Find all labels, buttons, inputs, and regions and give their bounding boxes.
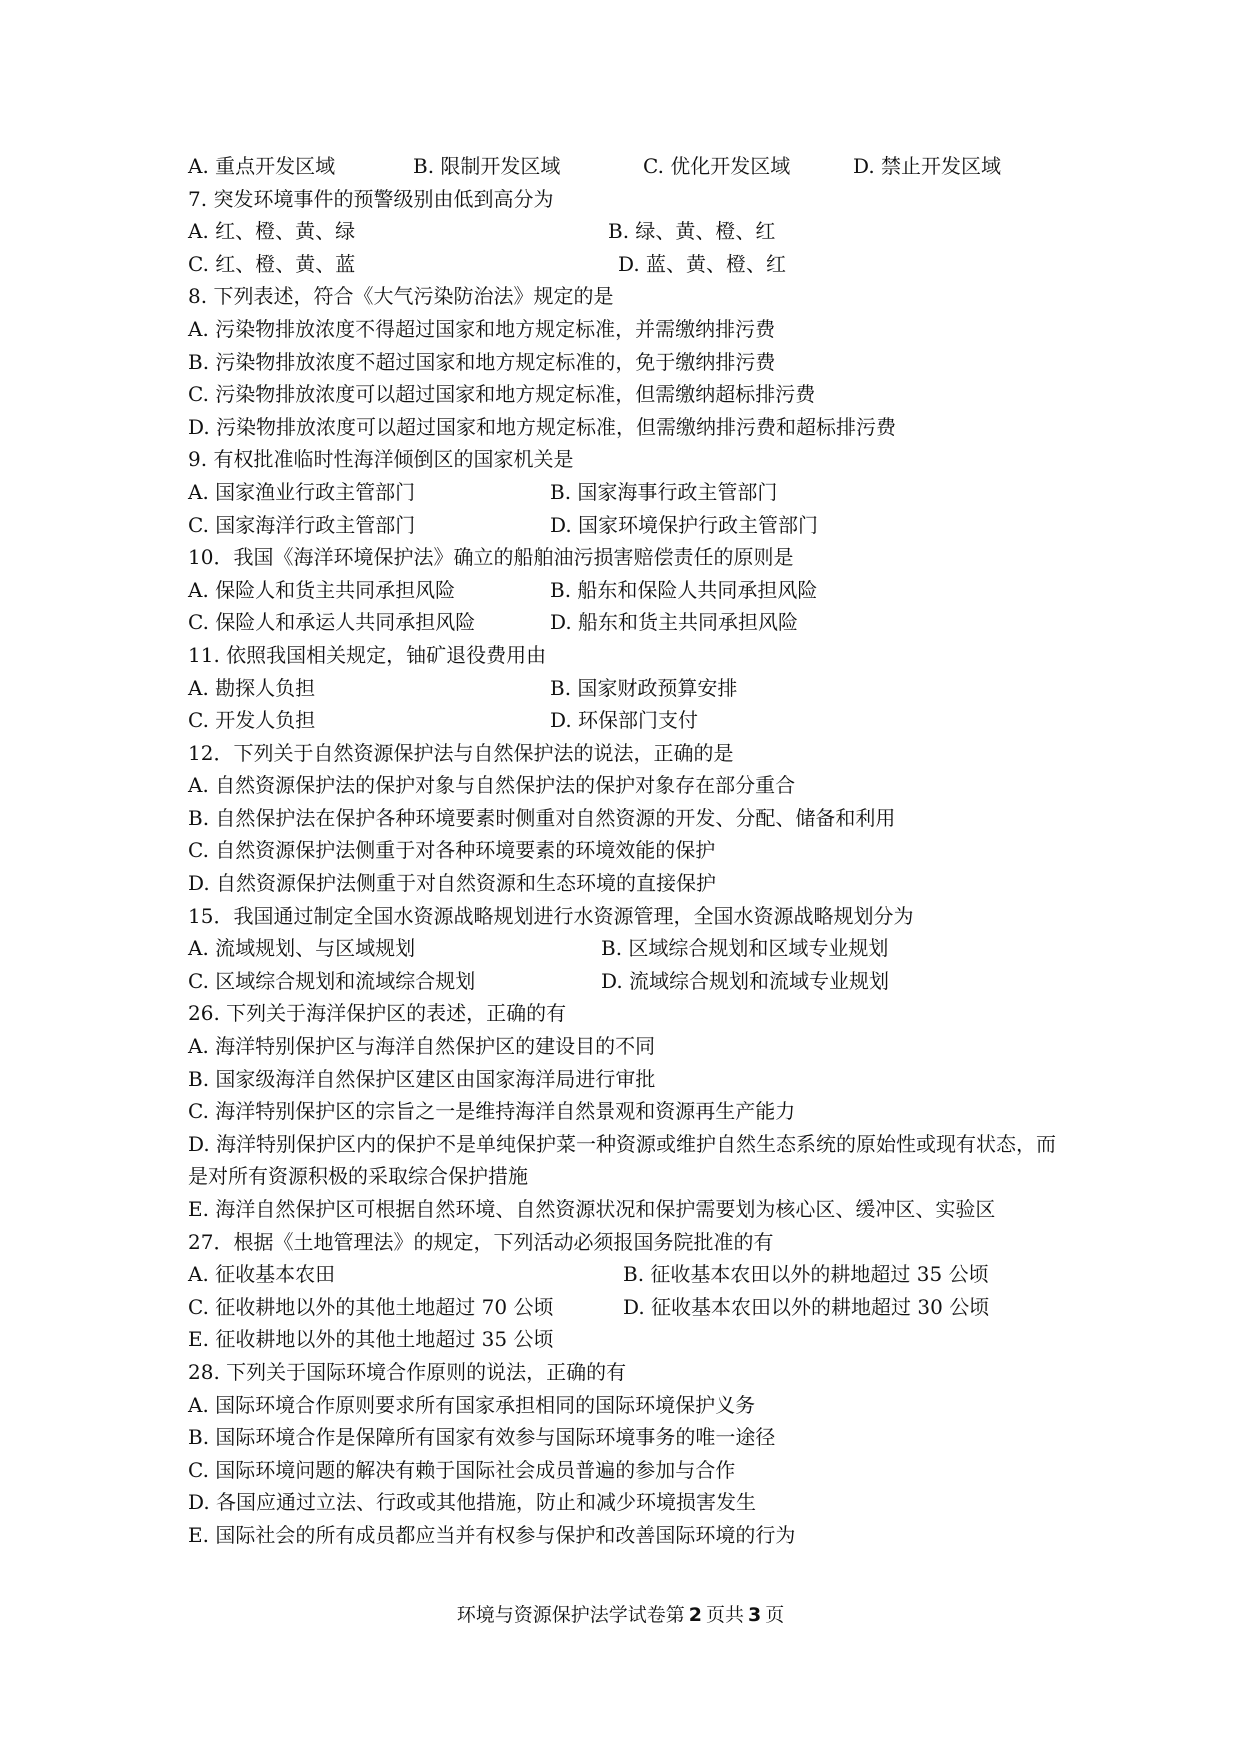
option-c: C. 优化开发区域 (643, 154, 791, 178)
option-row (188, 606, 1068, 639)
question-stem: 26. 下列关于海洋保护区的表述，正确的有 (188, 1001, 567, 1026)
question-stem: 12．下列关于自然资源保护法与自然保护法的说法，正确的是 (188, 740, 734, 765)
question-stem: 11. 依照我国相关规定，铀矿退役费用由 (188, 642, 547, 667)
option-a: A. 海洋特别保护区与海洋自然保护区的建设目的不同 (188, 1034, 656, 1059)
question-stem: 7. 突发环境事件的预警级别由低到高分为 (188, 186, 554, 211)
option-row (188, 476, 1068, 509)
option-c: C. 开发人负担 (188, 708, 316, 733)
footer-mid: 页共 (705, 1604, 744, 1626)
option-b: B. 船东和保险人共同承担风险 (550, 577, 818, 602)
option-a: A. 流域规划、与区域规划 (188, 936, 416, 961)
option-c: C. 红、橙、黄、蓝 (188, 251, 356, 276)
footer-suffix: 页 (765, 1604, 785, 1626)
option-a: A. 红、橙、黄、绿 (188, 219, 356, 244)
option-d: D. 污染物排放浓度可以超过国家和地方规定标准，但需缴纳排污费和超标排污费 (188, 414, 897, 439)
question-stem: 28. 下列关于国际环境合作原则的说法，正确的有 (188, 1359, 627, 1384)
page-footer (0, 1600, 1241, 1627)
option-row (188, 965, 1068, 998)
question-stem: 8. 下列表述，符合《大气污染防治法》规定的是 (188, 284, 614, 309)
option-row (188, 574, 1068, 607)
current-page-number: 2 (688, 1604, 702, 1626)
option-d: D. 征收基本农田以外的耕地超过 30 公顷 (623, 1294, 990, 1319)
footer-prefix: 环境与资源保护法学试卷第 (456, 1604, 685, 1626)
option-b: B. 自然保护法在保护各种环境要素时侧重对自然资源的开发、分配、储备和利用 (188, 805, 896, 830)
option-d: D. 自然资源保护法侧重于对自然资源和生态环境的直接保护 (188, 871, 717, 896)
option-e: E. 海洋自然保护区可根据自然环境、自然资源状况和保护需要划为核心区、缓冲区、实验区 (188, 1197, 996, 1221)
option-row (188, 248, 1068, 281)
option-b: B. 征收基本农田以外的耕地超过 35 公顷 (623, 1262, 989, 1287)
option-d: D. 流域综合规划和流域专业规划 (601, 968, 890, 993)
option-row (188, 704, 1068, 737)
option-a: A. 勘探人负担 (188, 675, 316, 700)
option-b: B. 区域综合规划和区域专业规划 (601, 936, 889, 961)
option-b: B. 国家海事行政主管部门 (550, 479, 778, 504)
option-row (188, 215, 1068, 248)
question-stem: 9. 有权批准临时性海洋倾倒区的国家机关是 (188, 447, 574, 472)
option-row (188, 672, 1068, 705)
question-stem: 10．我国《海洋环境保护法》确立的船舶油污损害赔偿责任的原则是 (188, 545, 794, 570)
exam-page-content (188, 150, 1068, 1552)
option-c: C. 保险人和承运人共同承担风险 (188, 610, 476, 635)
option-d: D. 各国应通过立法、行政或其他措施，防止和减少环境损害发生 (188, 1490, 757, 1515)
option-d: D. 海洋特别保护区内的保护不是单纯保护菜一种资源或维护自然生态系统的原始性或现有状态，而是对所有资源积极的采取综合保护措施 (188, 1131, 1057, 1189)
option-e: E. 国际社会的所有成员都应当并有权参与保护和改善国际环境的行为 (188, 1522, 796, 1547)
option-row (188, 1291, 1068, 1324)
option-d: D. 船东和货主共同承担风险 (550, 610, 799, 635)
option-a: A. 征收基本农田 (188, 1262, 336, 1287)
option-c: C. 海洋特别保护区的宗旨之一是维持海洋自然景观和资源再生产能力 (188, 1099, 796, 1124)
option-b: B. 限制开发区域 (413, 154, 561, 178)
option-c: C. 征收耕地以外的其他土地超过 70 公顷 (188, 1294, 554, 1319)
option-c: C. 污染物排放浓度可以超过国家和地方规定标准，但需缴纳超标排污费 (188, 382, 816, 407)
option-d: D. 环保部门支付 (550, 708, 699, 733)
option-a: A. 保险人和货主共同承担风险 (188, 577, 456, 602)
option-a: A. 国际环境合作原则要求所有国家承担相同的国际环境保护义务 (188, 1392, 756, 1417)
option-d: D. 蓝、黄、橙、红 (618, 251, 787, 276)
option-d: D. 禁止开发区域 (853, 154, 1002, 178)
total-pages-number: 3 (748, 1604, 762, 1626)
option-a: A. 自然资源保护法的保护对象与自然保护法的保护对象存在部分重合 (188, 773, 796, 798)
option-c: C. 国家海洋行政主管部门 (188, 512, 416, 537)
option-row (188, 1258, 1068, 1291)
option-b: B. 国际环境合作是保障所有国家有效参与国际环境事务的唯一途径 (188, 1425, 776, 1450)
option-a: A. 国家渔业行政主管部门 (188, 479, 416, 504)
option-a: A. 污染物排放浓度不得超过国家和地方规定标准，并需缴纳排污费 (188, 316, 776, 341)
question-stem: 15．我国通过制定全国水资源战略规划进行水资源管理，全国水资源战略规划分为 (188, 903, 914, 928)
option-row (188, 509, 1068, 542)
option-c: C. 区域综合规划和流域综合规划 (188, 968, 476, 993)
option-e: E. 征收耕地以外的其他土地超过 35 公顷 (188, 1327, 554, 1352)
question-stem: 27．根据《土地管理法》的规定，下列活动必须报国务院批准的有 (188, 1229, 774, 1254)
option-b: B. 污染物排放浓度不超过国家和地方规定标准的，免于缴纳排污费 (188, 349, 776, 374)
option-a: A. 重点开发区域 (188, 154, 336, 178)
option-d: D. 国家环境保护行政主管部门 (550, 512, 819, 537)
q6-options (188, 150, 1068, 183)
option-c: C. 自然资源保护法侧重于对各种环境要素的环境效能的保护 (188, 838, 716, 863)
option-b: B. 国家财政预算安排 (550, 675, 738, 700)
option-b: B. 国家级海洋自然保护区建区由国家海洋局进行审批 (188, 1066, 656, 1091)
option-b: B. 绿、黄、橙、红 (608, 219, 776, 244)
option-row (188, 932, 1068, 965)
option-c: C. 国际环境问题的解决有赖于国际社会成员普遍的参加与合作 (188, 1457, 736, 1482)
